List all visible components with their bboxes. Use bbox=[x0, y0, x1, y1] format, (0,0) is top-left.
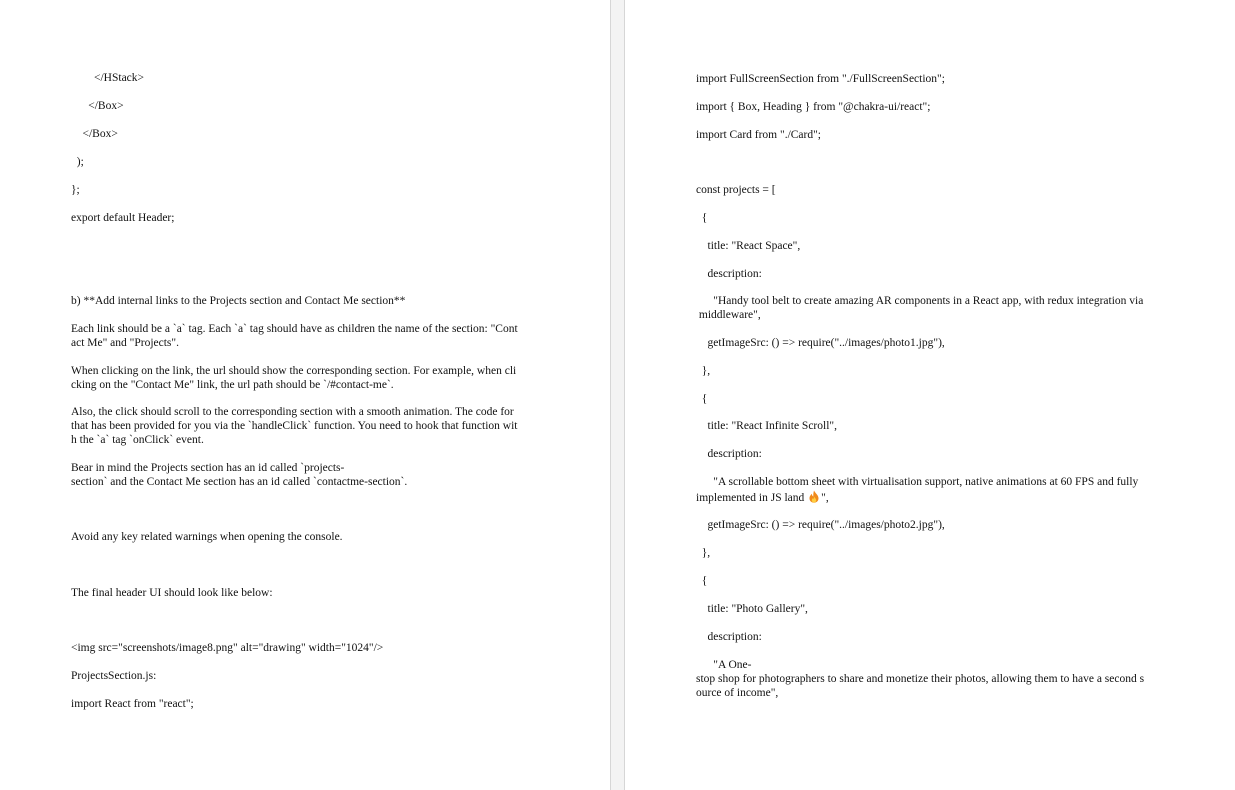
text-line: description: bbox=[696, 268, 762, 280]
text-line: export default Header; bbox=[71, 212, 175, 224]
text-line: ource of income", bbox=[696, 687, 779, 699]
text-line: title: "Photo Gallery", bbox=[696, 603, 808, 615]
text-line: "Handy tool belt to create amazing AR components in a React app, with redux integration via bbox=[696, 295, 1144, 307]
document-page-left bbox=[0, 0, 610, 790]
document-page-right bbox=[625, 0, 1235, 790]
text-line: "A scrollable bottom sheet with virtualisation support, native animations at 60 FPS and fully bbox=[696, 476, 1139, 488]
text-line: </Box> bbox=[71, 100, 124, 112]
text-line: { bbox=[696, 212, 708, 224]
text-line: cking on the "Contact Me" link, the url path should be `/#contact-me`. bbox=[71, 379, 394, 391]
text-line: Avoid any key related warnings when opening the console. bbox=[71, 531, 343, 543]
text-line: ProjectsSection.js: bbox=[71, 670, 157, 682]
text-line: ); bbox=[71, 156, 84, 168]
text-line: Bear in mind the Projects section has an id called `projects- bbox=[71, 462, 345, 474]
text-line: act Me" and "Projects". bbox=[71, 337, 179, 349]
text-line: "A One- bbox=[696, 659, 752, 671]
text-line: description: bbox=[696, 631, 762, 643]
section-heading: b) **Add internal links to the Projects section and Contact Me section** bbox=[71, 295, 406, 307]
text-line: { bbox=[696, 393, 708, 405]
text-line: section` and the Contact Me section has an id called `contactme-section`. bbox=[71, 476, 408, 488]
text-line: When clicking on the link, the url should show the corresponding section. For example, when cli bbox=[71, 365, 517, 377]
text-line-with-emoji bbox=[696, 490, 1176, 505]
text-line: stop shop for photographers to share and monetize their photos, allowing them to have a second s bbox=[696, 673, 1145, 685]
page-gutter bbox=[610, 0, 625, 790]
text-line: </HStack> bbox=[71, 72, 145, 84]
text-line: Also, the click should scroll to the corresponding section with a smooth animation. The code for bbox=[71, 406, 514, 418]
text-line: const projects = [ bbox=[696, 184, 776, 196]
text-line: h the `a` tag `onClick` event. bbox=[71, 434, 204, 446]
text-line: import Card from "./Card"; bbox=[696, 129, 822, 141]
text-line: title: "React Space", bbox=[696, 240, 801, 252]
text-line: getImageSrc: () => require("../images/photo2.jpg"), bbox=[696, 519, 945, 531]
text-line: { bbox=[696, 575, 708, 587]
text-line: }, bbox=[696, 365, 711, 377]
text-line: getImageSrc: () => require("../images/photo1.jpg"), bbox=[696, 337, 945, 349]
text-line: title: "React Infinite Scroll", bbox=[696, 420, 837, 432]
text-line: }, bbox=[696, 547, 711, 559]
text-segment: ", bbox=[821, 492, 829, 504]
text-line: </Box> bbox=[71, 128, 118, 140]
text-line: The final header UI should look like below: bbox=[71, 587, 273, 599]
text-line: Each link should be a `a` tag. Each `a` tag should have as children the name of the section: "Cont bbox=[71, 323, 518, 335]
text-line: description: bbox=[696, 448, 762, 460]
text-line: that has been provided for you via the `handleClick` function. You need to hook that function wit bbox=[71, 420, 518, 432]
text-line: }; bbox=[71, 184, 80, 196]
text-line: import FullScreenSection from "./FullScreenSection"; bbox=[696, 73, 945, 85]
fire-icon bbox=[809, 490, 819, 503]
text-line: import { Box, Heading } from "@chakra-ui/react"; bbox=[696, 101, 931, 113]
text-line: import React from "react"; bbox=[71, 698, 194, 710]
text-line: <img src="screenshots/image8.png" alt="drawing" width="1024"/> bbox=[71, 642, 384, 654]
text-segment: implemented in JS land bbox=[696, 492, 805, 504]
text-line: middleware", bbox=[696, 309, 761, 321]
